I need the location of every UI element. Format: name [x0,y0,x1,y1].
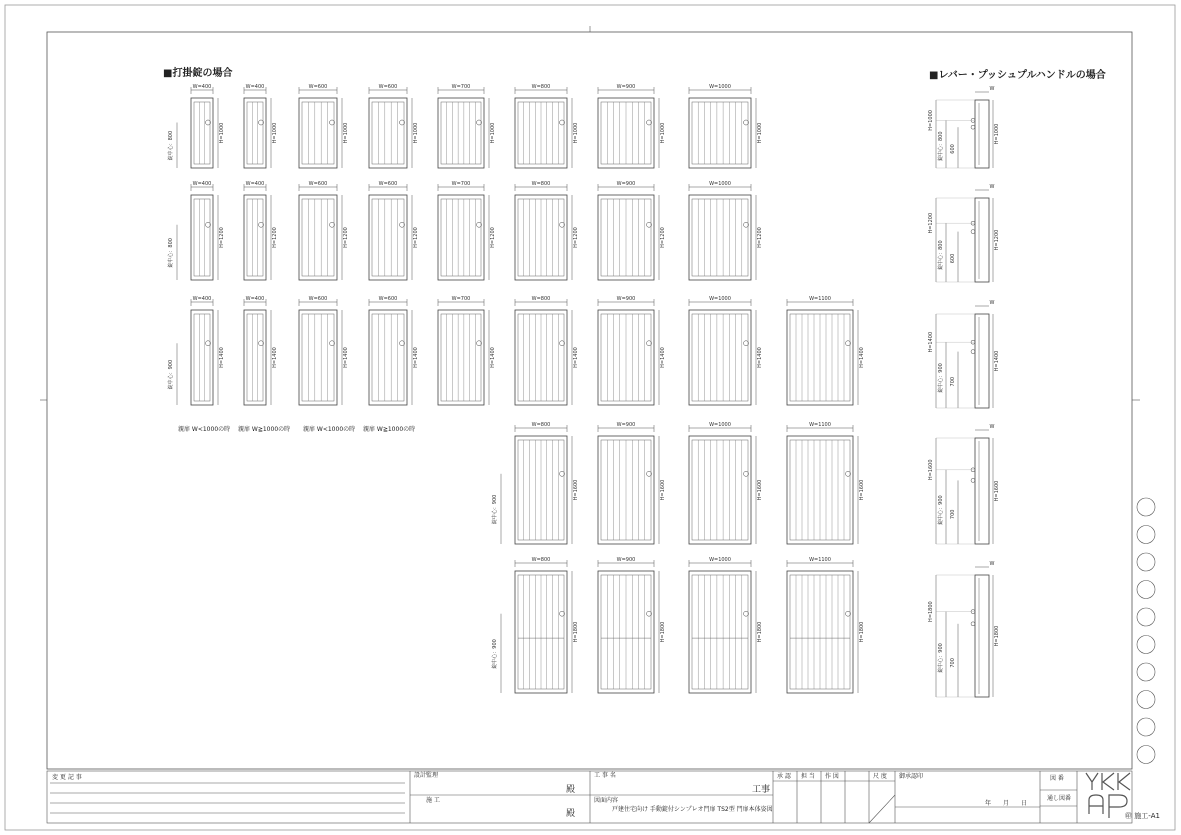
width-label: W=700 [451,296,471,302]
width-label: W=1100 [809,422,831,428]
gate-r3-c8 [689,296,763,405]
width-label: W=400 [245,181,265,187]
gate-frame [299,195,337,280]
lock-center-label: 錠中心：800 [938,131,944,162]
width-label: W [989,424,995,430]
gate-r2-c6 [515,181,579,280]
width-label: W=600 [378,84,398,90]
sub-dimension-label: 600 [950,144,956,154]
gate-frame [438,195,484,280]
height-label: H=1200 [413,227,419,248]
gate-frame [299,310,337,405]
height-label: H=1000 [219,122,225,144]
stamp-header-draw: 作 図 [825,773,839,780]
height-label: H=1200 [343,227,349,248]
width-label: W=400 [245,84,265,90]
lock-center-label: 錠中心：900 [938,363,944,393]
gate-r2-c8 [689,181,763,280]
gate-frame [244,98,266,168]
width-label: W=600 [308,181,328,187]
stamp-header-charge: 担 当 [801,773,815,780]
height-label-left: H=1200 [928,212,934,234]
height-label: H=1400 [859,347,865,368]
gate-r3-c9 [787,296,865,405]
height-label: H=1200 [573,227,579,248]
width-label: W=800 [531,84,551,90]
gate-frame [975,438,989,544]
gate-r5-c4 [787,557,865,693]
gate-r1-c5 [438,84,496,168]
width-label: W=1000 [709,84,731,90]
height-label: H=1000 [660,122,666,144]
width-label: W=800 [531,296,551,302]
caption-2: 親扉 W≧1000の時 [238,426,291,433]
height-label-right: H=1400 [994,350,1000,372]
revision-circle [1137,608,1155,626]
width-label: W=900 [616,296,636,302]
stamp-header-scale: 尺 度 [873,773,887,780]
gate-frame [299,98,337,168]
lever-gate-3 [928,300,1000,408]
gate-r2-c5 [438,181,496,280]
gate-r3-c2 [244,296,278,405]
gate-frame [369,310,407,405]
drawing-content: 戸建住宅向け 手動錠付シンプレオ門扉 TS2型 門扉本体姿図 [612,806,773,813]
height-label: H=1400 [573,347,579,368]
gate-r1-c7 [598,84,666,168]
revision-circles [1137,498,1155,764]
gate-r4-c2 [598,422,666,544]
gate-r1-c3 [299,84,349,168]
width-label: W=800 [531,557,551,563]
gate-r3-c6 [515,296,579,405]
sheet-number: ㊞ 施工-A1 [1125,812,1160,820]
lock-center-label: 錠中心：900 [492,494,498,525]
gate-r2-c3 [299,181,349,280]
lock-center-label: 錠中心：900 [938,643,944,673]
height-label: H=1400 [490,347,496,368]
height-label-left: H=1600 [928,459,934,481]
change-log-label: 変 更 記 事 [52,774,82,781]
height-label-right: H=1600 [994,480,1000,502]
key-cylinder-icon [971,478,975,482]
gate-frame [975,198,989,282]
gate-r3-c3 [299,296,349,405]
gate-r3-c5 [438,296,496,405]
width-label: W=1000 [709,422,731,428]
gate-r3-c1 [167,296,225,405]
height-label: H=1400 [757,347,763,368]
height-label-left: H=1400 [928,331,934,353]
height-label-right: H=1800 [994,625,1000,647]
width-label: W=900 [616,422,636,428]
height-label: H=1200 [490,227,496,248]
honorific-2: 殿 [566,809,576,819]
stamp-header-approve: 承 認 [777,773,791,780]
gate-r4-c3 [689,422,763,544]
gate-r4-c1 [491,422,579,544]
lock-center-label: 錠中心：900 [938,495,944,525]
lever-gate-4 [928,424,1000,544]
gate-r2-c2 [244,181,278,280]
height-label: H=1200 [757,227,763,248]
width-label: W [989,561,995,567]
height-label: H=1800 [573,621,579,643]
height-label-left: H=1000 [928,110,934,131]
width-label: W=900 [616,557,636,563]
height-label: H=1000 [272,122,278,144]
width-label: W=600 [308,84,328,90]
revision-circle [1137,636,1155,654]
height-label: H=1000 [343,122,349,144]
lock-center-label: 錠中心：900 [492,639,498,669]
gate-frame [438,98,484,168]
gate-frame [369,195,407,280]
lock-center-label: 錠中心：800 [938,240,944,270]
revision-circle [1137,553,1155,571]
gate-r1-c2 [244,84,278,168]
width-label: W=800 [531,181,551,187]
ykk-ap-logo-icon [1083,770,1139,818]
title-block-lines [47,771,1132,823]
lever-gate-5 [928,561,1000,697]
drawing-no-label: 図 番 [1050,775,1064,782]
height-label: H=1800 [660,621,666,643]
width-label: W=900 [616,181,636,187]
gate-frame [191,195,213,280]
project-suffix: 工事 [752,785,771,795]
serial-label: 通し図番 [1047,795,1072,802]
revision-circle [1137,581,1155,599]
gate-r5-c2 [598,557,666,693]
width-label: W [989,86,995,92]
section-title-lever: ■レバー・プッシュプルハンドルの場合 [929,70,1106,81]
gate-frame [244,310,266,405]
width-label: W=1100 [809,296,831,302]
key-cylinder-icon [971,350,975,354]
gate-frame [244,195,266,280]
height-label: H=1600 [859,479,865,501]
height-label: H=1200 [660,227,666,248]
gate-r4-c4 [787,422,865,544]
drawing-content-label: 図面内容 [594,797,619,804]
width-label: W=400 [192,84,212,90]
width-label: W=600 [378,296,398,302]
height-label: H=1800 [757,621,763,643]
revision-circle [1137,691,1155,709]
width-label: W=1000 [709,296,731,302]
revision-circle [1137,746,1155,764]
sub-dimension-label: 700 [950,658,956,668]
width-label: W=1000 [709,557,731,563]
gate-r1-c8 [689,84,763,168]
key-cylinder-icon [971,622,975,626]
gate-frame [191,98,213,168]
height-label: H=1400 [343,347,349,368]
height-label: H=1600 [757,479,763,501]
width-label: W=600 [308,296,328,302]
section-title-latch: ■打掛錠の場合 [163,68,233,79]
gate-r5-c1 [491,557,579,693]
height-label: H=1000 [413,122,419,144]
width-label: W [989,184,995,190]
caption-3: 親扉 W<1000の時 [303,426,356,433]
revision-circle [1137,526,1155,544]
height-label: H=1000 [757,122,763,144]
lock-center-label: 錠中心：800 [168,238,174,268]
height-label: H=1000 [490,122,496,144]
caption-4: 親扉 W≧1000の時 [363,426,416,433]
width-label: W=700 [451,84,471,90]
height-label-left: H=1800 [928,601,934,622]
gate-r3-c4 [369,296,419,405]
height-label: H=1200 [272,227,278,248]
height-label: H=1600 [573,479,579,501]
height-label: H=1800 [859,621,865,643]
gate-frame [975,100,989,168]
width-label: W=600 [378,181,398,187]
gate-r2-c7 [598,181,666,280]
height-label-right: H=1000 [994,123,1000,145]
project-name-label: 工 事 名 [594,772,616,779]
width-label: W=800 [531,422,551,428]
height-label: H=1400 [272,347,278,368]
width-label: W=700 [451,181,471,187]
gate-frame [975,575,989,697]
height-label: H=1400 [660,347,666,368]
revision-circle [1137,718,1155,736]
caption-1: 親扉 W<1000の時 [178,426,231,433]
gate-r2-c4 [369,181,419,280]
height-label-right: H=1200 [994,229,1000,251]
height-label: H=1200 [219,227,225,248]
sub-dimension-label: 600 [950,253,956,264]
gate-r3-c7 [598,296,666,405]
approval-label: 御承認印 [899,773,924,780]
lever-gate-1 [928,86,1000,168]
date-label: 年 月 日 [985,800,1028,807]
design-supervision-label: 設計監理 [414,772,439,779]
width-label: W=400 [245,296,265,302]
gate-frame [438,310,484,405]
honorific-1: 殿 [566,785,576,795]
sub-dimension-label: 700 [950,376,956,387]
height-label: H=1400 [219,347,225,368]
construction-label: 施 工 [426,797,440,804]
width-label: W=1100 [809,557,831,563]
revision-circle [1137,498,1155,516]
key-cylinder-icon [971,125,975,129]
gate-r5-c3 [689,557,763,693]
gate-frame [191,310,213,405]
gate-r1-c1 [167,84,225,168]
revision-circle [1137,663,1155,681]
width-label: W [989,300,995,306]
key-cylinder-icon [971,230,975,234]
sub-dimension-label: 700 [950,509,956,520]
gate-r1-c6 [515,84,579,168]
width-label: W=900 [616,84,636,90]
gate-r1-c4 [369,84,419,168]
gate-r2-c1 [167,181,225,280]
height-label: H=1000 [573,122,579,144]
width-label: W=400 [192,181,212,187]
height-label: H=1600 [660,479,666,501]
lock-center-label: 錠中心：900 [168,359,174,390]
width-label: W=400 [192,296,212,302]
lock-center-label: 錠中心：800 [168,130,174,161]
gate-frame [369,98,407,168]
gate-frame [975,314,989,408]
width-label: W=1000 [709,181,731,187]
lever-gate-2 [928,184,1000,282]
height-label: H=1400 [413,347,419,368]
